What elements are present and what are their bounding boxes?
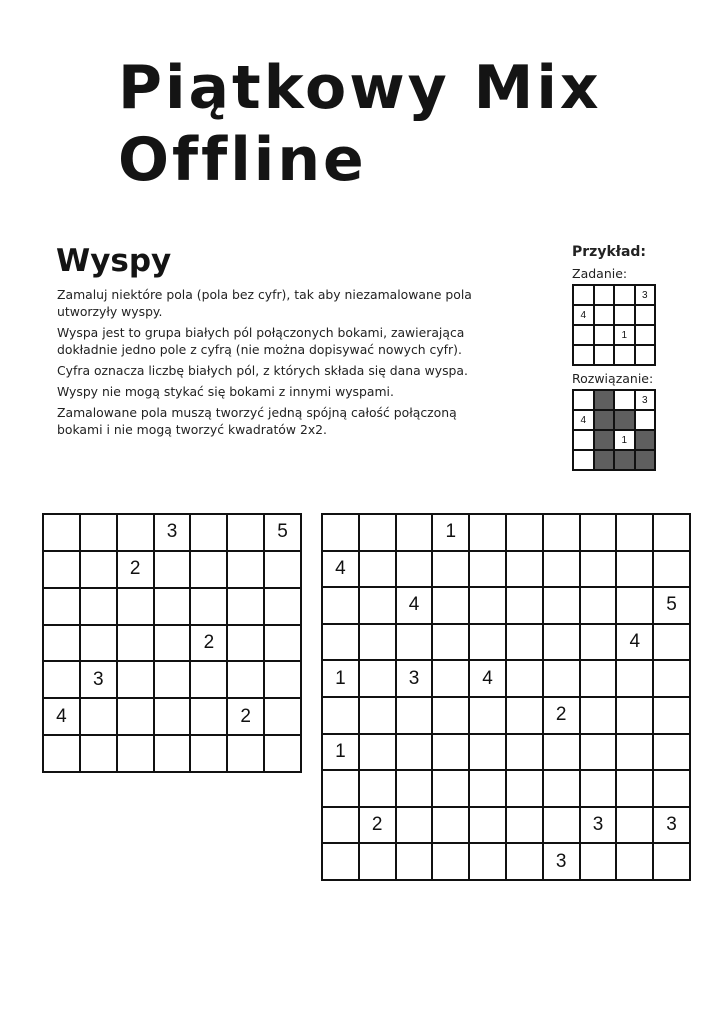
grid-cell[interactable]	[653, 624, 690, 661]
grid-cell[interactable]	[80, 625, 117, 662]
example-solution-label: Rozwiązanie:	[572, 371, 654, 386]
clue-cell[interactable]: 3	[580, 807, 617, 844]
clue-cell[interactable]: 4	[43, 698, 80, 735]
grid-cell[interactable]	[653, 843, 690, 880]
grid-cell[interactable]	[117, 625, 154, 662]
grid-cell[interactable]	[543, 551, 580, 588]
grid-cell[interactable]	[506, 734, 543, 771]
clue-cell[interactable]: 5	[264, 514, 301, 551]
grid-cell[interactable]	[264, 698, 301, 735]
grid-cell[interactable]	[117, 661, 154, 698]
grid-cell[interactable]	[359, 734, 396, 771]
grid-cell[interactable]	[190, 588, 227, 625]
grid-cell[interactable]	[117, 588, 154, 625]
grid-cell[interactable]	[580, 624, 617, 661]
grid-cell[interactable]	[80, 514, 117, 551]
example-task-grid	[572, 284, 656, 366]
grid-cell[interactable]	[635, 410, 656, 430]
clue-cell[interactable]: 2	[227, 698, 264, 735]
grid-cell[interactable]	[653, 770, 690, 807]
grid-cell[interactable]	[359, 770, 396, 807]
grid-cell[interactable]	[653, 551, 690, 588]
clue-cell[interactable]: 3	[653, 807, 690, 844]
clue-cell[interactable]: 4	[616, 624, 653, 661]
grid-cell[interactable]	[80, 588, 117, 625]
grid-cell[interactable]	[227, 514, 264, 551]
shaded-cell[interactable]	[614, 450, 635, 470]
grid-cell[interactable]	[506, 770, 543, 807]
grid-cell[interactable]	[616, 587, 653, 624]
grid-cell[interactable]	[543, 587, 580, 624]
page-title-line-1: Piątkowy Mix	[118, 53, 602, 123]
shaded-cell[interactable]	[594, 390, 615, 410]
grid-cell[interactable]	[580, 551, 617, 588]
grid-cell[interactable]	[469, 843, 506, 880]
grid-cell[interactable]	[616, 843, 653, 880]
grid-cell[interactable]	[469, 551, 506, 588]
grid-cell[interactable]	[359, 587, 396, 624]
grid-cell[interactable]	[322, 807, 359, 844]
grid-cell[interactable]	[264, 588, 301, 625]
grid-cell[interactable]	[506, 624, 543, 661]
grid-cell[interactable]	[432, 770, 469, 807]
clue-cell[interactable]: 3	[396, 660, 433, 697]
grid-cell[interactable]	[432, 660, 469, 697]
grid-cell[interactable]	[264, 625, 301, 662]
grid-cell[interactable]	[616, 807, 653, 844]
grid-cell[interactable]	[469, 770, 506, 807]
grid-cell[interactable]	[543, 770, 580, 807]
grid-cell[interactable]	[396, 514, 433, 551]
grid-cell[interactable]	[653, 514, 690, 551]
grid-cell[interactable]	[653, 697, 690, 734]
grid-cell[interactable]	[322, 587, 359, 624]
grid-cell[interactable]	[80, 735, 117, 772]
grid-cell[interactable]	[264, 661, 301, 698]
grid-cell[interactable]	[469, 697, 506, 734]
grid-cell[interactable]	[432, 843, 469, 880]
grid-cell[interactable]	[359, 843, 396, 880]
grid-cell[interactable]	[80, 698, 117, 735]
rule-item: Wyspa jest to grupa białych pól połączonych bokami, zawierająca dokładnie jedno pole z cyfrą (nie można dopisywać nowych cyfr).	[57, 325, 465, 357]
grid-cell[interactable]	[432, 697, 469, 734]
grid-cell[interactable]	[506, 697, 543, 734]
grid-cell[interactable]	[227, 551, 264, 588]
grid-cell[interactable]	[154, 735, 191, 772]
grid-cell[interactable]	[594, 285, 615, 305]
clue-cell[interactable]: 2	[543, 697, 580, 734]
grid-cell[interactable]	[190, 551, 227, 588]
grid-cell[interactable]	[469, 587, 506, 624]
grid-cell[interactable]	[594, 345, 615, 365]
grid-cell[interactable]	[469, 807, 506, 844]
grid-cell[interactable]	[396, 697, 433, 734]
grid-cell[interactable]	[43, 514, 80, 551]
grid-cell[interactable]	[359, 660, 396, 697]
grid-cell[interactable]	[43, 735, 80, 772]
clue-cell[interactable]: 4	[573, 410, 594, 430]
grid-cell[interactable]	[359, 697, 396, 734]
grid-cell[interactable]	[614, 345, 635, 365]
grid-cell[interactable]	[154, 698, 191, 735]
grid-cell[interactable]	[573, 390, 594, 410]
clue-cell[interactable]: 1	[614, 325, 635, 345]
clue-cell[interactable]: 3	[543, 843, 580, 880]
grid-cell[interactable]	[43, 551, 80, 588]
grid-cell[interactable]	[469, 514, 506, 551]
rules-list	[57, 286, 477, 442]
grid-cell[interactable]	[432, 551, 469, 588]
grid-cell[interactable]	[469, 734, 506, 771]
grid-cell[interactable]	[432, 587, 469, 624]
example-heading: Przykład:	[572, 244, 647, 260]
grid-cell[interactable]	[469, 624, 506, 661]
grid-cell[interactable]	[190, 698, 227, 735]
grid-cell[interactable]	[117, 514, 154, 551]
grid-cell[interactable]	[117, 698, 154, 735]
rule-item: Cyfra oznacza liczbę białych pól, z których składa się dana wyspa.	[57, 363, 468, 378]
shaded-cell[interactable]	[614, 410, 635, 430]
grid-cell[interactable]	[614, 390, 635, 410]
grid-cell[interactable]	[573, 285, 594, 305]
shaded-cell[interactable]	[635, 430, 656, 450]
grid-cell[interactable]	[580, 587, 617, 624]
clue-cell[interactable]: 2	[359, 807, 396, 844]
grid-cell[interactable]	[616, 514, 653, 551]
grid-cell[interactable]	[506, 660, 543, 697]
rule-item: Zamalowane pola muszą tworzyć jedną spójną całość połączoną bokami i nie mogą tworzyć kwadratów 2x2.	[57, 405, 457, 437]
grid-cell[interactable]	[506, 587, 543, 624]
shaded-cell[interactable]	[635, 450, 656, 470]
grid-cell[interactable]	[543, 660, 580, 697]
grid-cell[interactable]	[154, 661, 191, 698]
grid-cell[interactable]	[322, 514, 359, 551]
grid-cell[interactable]	[573, 345, 594, 365]
grid-cell[interactable]	[43, 661, 80, 698]
grid-cell[interactable]	[653, 660, 690, 697]
grid-cell[interactable]	[396, 734, 433, 771]
grid-cell[interactable]	[594, 305, 615, 325]
grid-cell[interactable]	[616, 660, 653, 697]
grid-cell[interactable]	[227, 735, 264, 772]
example-solution-grid	[572, 389, 656, 471]
grid-cell[interactable]	[543, 807, 580, 844]
grid-cell[interactable]	[635, 305, 656, 325]
page-title-line-2: Offline	[118, 125, 367, 195]
grid-cell[interactable]	[190, 514, 227, 551]
grid-cell[interactable]	[635, 345, 656, 365]
clue-cell[interactable]: 1	[614, 430, 635, 450]
grid-cell[interactable]	[154, 625, 191, 662]
grid-cell[interactable]	[396, 843, 433, 880]
grid-cell[interactable]	[543, 514, 580, 551]
puzzle-grid-10x10	[321, 513, 691, 881]
grid-cell[interactable]	[227, 625, 264, 662]
clue-cell[interactable]: 4	[573, 305, 594, 325]
grid-cell[interactable]	[573, 325, 594, 345]
clue-cell[interactable]: 3	[635, 285, 656, 305]
grid-cell[interactable]	[580, 843, 617, 880]
grid-cell[interactable]	[190, 661, 227, 698]
shaded-cell[interactable]	[594, 430, 615, 450]
grid-cell[interactable]	[264, 735, 301, 772]
grid-cell[interactable]	[580, 697, 617, 734]
grid-cell[interactable]	[580, 514, 617, 551]
grid-cell[interactable]	[635, 325, 656, 345]
clue-cell[interactable]: 2	[117, 551, 154, 588]
shaded-cell[interactable]	[594, 450, 615, 470]
grid-cell[interactable]	[432, 734, 469, 771]
clue-cell[interactable]: 4	[469, 660, 506, 697]
clue-cell[interactable]: 2	[190, 625, 227, 662]
grid-cell[interactable]	[359, 624, 396, 661]
grid-cell[interactable]	[117, 735, 154, 772]
grid-cell[interactable]	[506, 843, 543, 880]
clue-cell[interactable]: 3	[80, 661, 117, 698]
grid-cell[interactable]	[322, 697, 359, 734]
grid-cell[interactable]	[264, 551, 301, 588]
grid-cell[interactable]	[190, 735, 227, 772]
clue-cell[interactable]: 1	[322, 660, 359, 697]
grid-cell[interactable]	[580, 660, 617, 697]
grid-cell[interactable]	[543, 734, 580, 771]
grid-cell[interactable]	[432, 624, 469, 661]
grid-cell[interactable]	[322, 624, 359, 661]
grid-cell[interactable]	[227, 661, 264, 698]
grid-cell[interactable]	[573, 430, 594, 450]
grid-cell[interactable]	[396, 551, 433, 588]
grid-cell[interactable]	[616, 770, 653, 807]
grid-cell[interactable]	[80, 551, 117, 588]
grid-cell[interactable]	[616, 551, 653, 588]
rule-item: Wyspy nie mogą stykać się bokami z innymi wyspami.	[57, 384, 394, 399]
clue-cell[interactable]: 4	[396, 587, 433, 624]
puzzle-grid-7x7	[42, 513, 302, 773]
grid-cell[interactable]	[506, 551, 543, 588]
grid-cell[interactable]	[506, 807, 543, 844]
grid-cell[interactable]	[227, 588, 264, 625]
grid-cell[interactable]	[573, 450, 594, 470]
grid-cell[interactable]	[396, 807, 433, 844]
clue-cell[interactable]: 4	[322, 551, 359, 588]
section-title: Wyspy	[56, 243, 172, 279]
grid-cell[interactable]	[594, 325, 615, 345]
grid-cell[interactable]	[614, 305, 635, 325]
grid-cell[interactable]	[543, 624, 580, 661]
grid-cell[interactable]	[580, 770, 617, 807]
grid-cell[interactable]	[432, 807, 469, 844]
grid-cell[interactable]	[322, 770, 359, 807]
grid-cell[interactable]	[359, 514, 396, 551]
grid-cell[interactable]	[322, 843, 359, 880]
grid-cell[interactable]	[154, 588, 191, 625]
rule-item: Zamaluj niektóre pola (pola bez cyfr), tak aby niezamalowane pola utworzyły wyspy.	[57, 287, 472, 319]
clue-cell[interactable]: 1	[432, 514, 469, 551]
clue-cell[interactable]: 3	[635, 390, 656, 410]
grid-cell[interactable]	[396, 770, 433, 807]
grid-cell[interactable]	[43, 588, 80, 625]
grid-cell[interactable]	[580, 734, 617, 771]
clue-cell[interactable]: 1	[322, 734, 359, 771]
grid-cell[interactable]	[154, 551, 191, 588]
grid-cell[interactable]	[614, 285, 635, 305]
clue-cell[interactable]: 5	[653, 587, 690, 624]
grid-cell[interactable]	[506, 514, 543, 551]
grid-cell[interactable]	[396, 624, 433, 661]
grid-cell[interactable]	[43, 625, 80, 662]
grid-cell[interactable]	[616, 734, 653, 771]
grid-cell[interactable]	[359, 551, 396, 588]
clue-cell[interactable]: 3	[154, 514, 191, 551]
grid-cell[interactable]	[653, 734, 690, 771]
example-task-label: Zadanie:	[572, 266, 628, 281]
grid-cell[interactable]	[616, 697, 653, 734]
shaded-cell[interactable]	[594, 410, 615, 430]
